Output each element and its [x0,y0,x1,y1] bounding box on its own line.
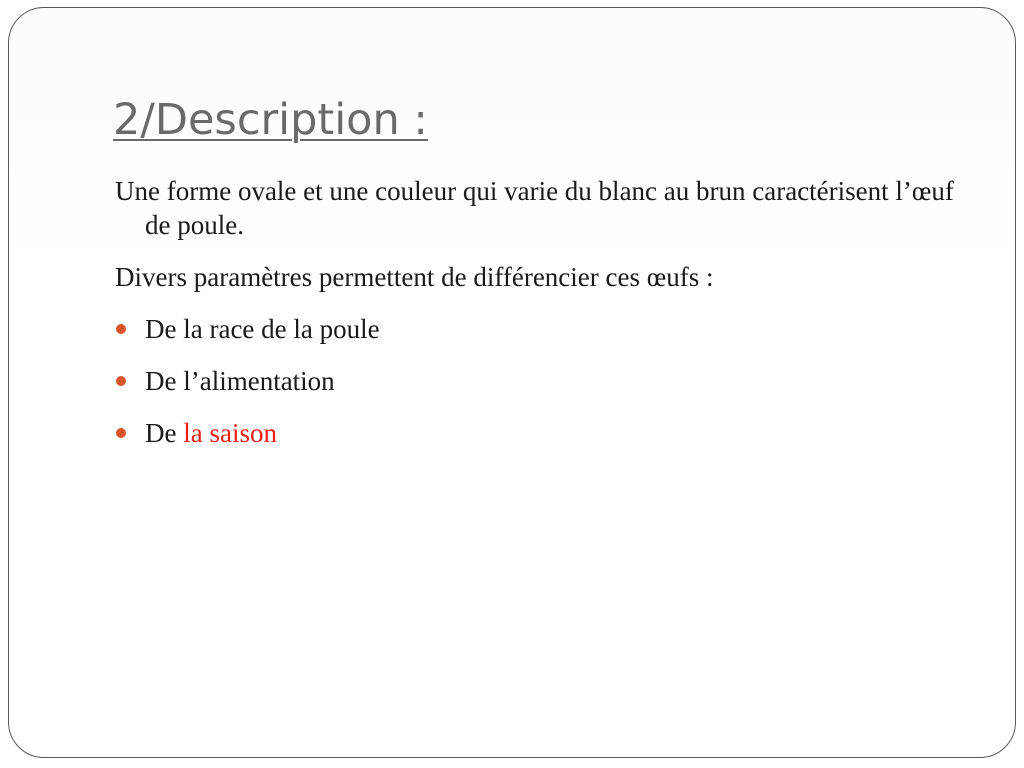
bullet-dot-icon [116,324,126,334]
bullet-item-saison [115,416,975,450]
slide-frame [8,7,1016,758]
bullet-item-alimentation [115,364,975,398]
bullet-text: De [145,418,184,448]
slide-title: 2/Description : [113,95,428,145]
bullet-text: De la race de la poule [145,314,380,344]
bullet-text: De l’alimentation [145,366,335,396]
bullet-item-race [115,312,975,346]
slide-body [115,174,975,468]
paragraph-parameters: Divers paramètres permettent de différencier ces œufs : [115,262,714,292]
bullet-dot-icon [116,428,126,438]
paragraph-description: Une forme ovale et une couleur qui varie du blanc au brun caractérisent l’œuf de poule. [115,176,954,240]
bullet-dot-icon [116,376,126,386]
bullet-highlight-text: la saison [183,418,277,448]
